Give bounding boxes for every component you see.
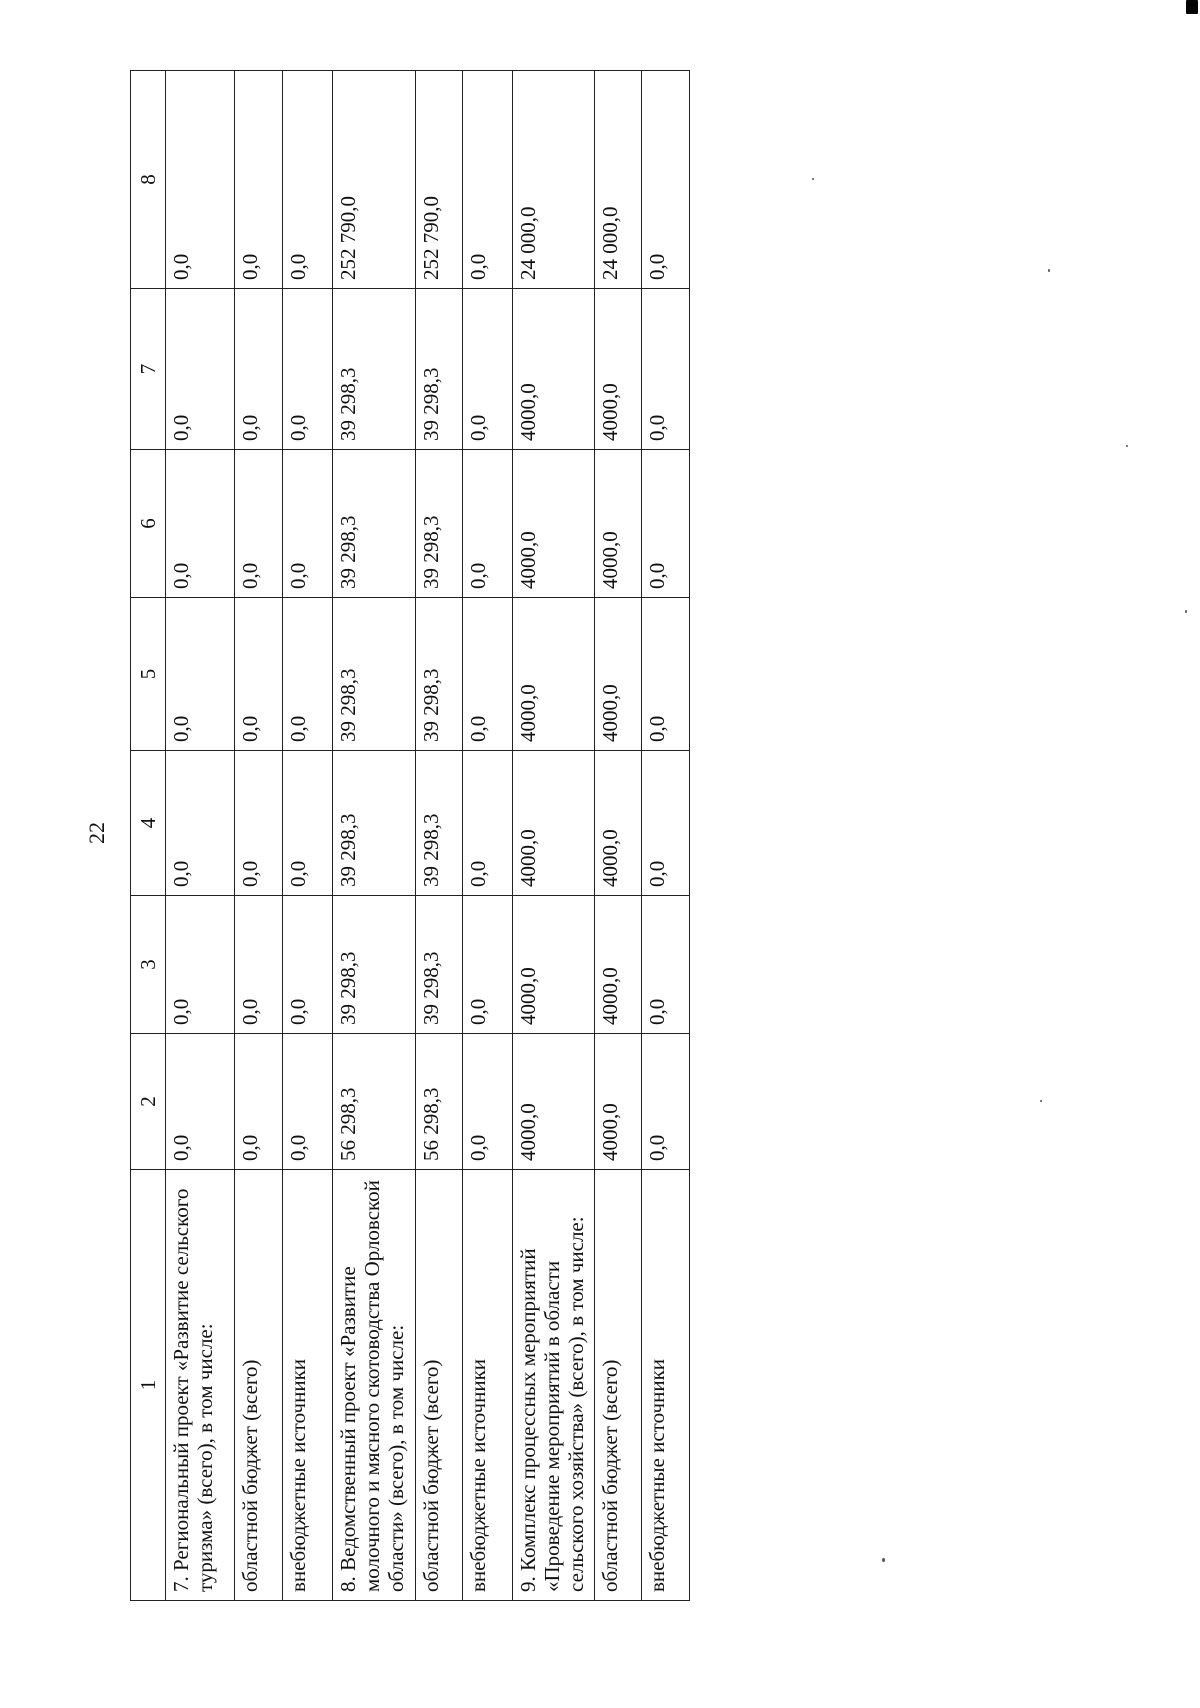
value-cell: 39 298,3 (416, 751, 463, 896)
value-cell: 0,0 (283, 71, 333, 289)
header-cell: 7 (131, 289, 166, 450)
value-cell: 0,0 (283, 598, 333, 751)
value-cell: 0,0 (642, 450, 690, 598)
row-label-cell: 7. Региональный проект «Развитие сельского туризма» (всего), в том числе: (166, 1170, 235, 1601)
header-cell: 5 (131, 598, 166, 751)
value-cell: 0,0 (463, 450, 513, 598)
row-label-cell: областной бюджет (всего) (235, 1170, 283, 1601)
value-cell: 4000,0 (595, 598, 642, 751)
value-cell: 0,0 (283, 751, 333, 896)
value-cell: 0,0 (642, 751, 690, 896)
value-cell: 56 298,3 (416, 1034, 463, 1170)
budget-table (130, 70, 690, 1601)
value-cell: 0,0 (283, 289, 333, 450)
table-row (416, 71, 463, 1601)
value-cell: 56 298,3 (333, 1034, 416, 1170)
value-cell: 0,0 (235, 71, 283, 289)
row-label-cell: областной бюджет (всего) (595, 1170, 642, 1601)
header-cell: 4 (131, 751, 166, 896)
value-cell: 0,0 (235, 751, 283, 896)
value-cell: 4000,0 (513, 450, 595, 598)
value-cell: 39 298,3 (333, 598, 416, 751)
value-cell: 39 298,3 (333, 450, 416, 598)
value-cell: 0,0 (463, 598, 513, 751)
scan-speck (1048, 269, 1050, 272)
value-cell: 4000,0 (595, 896, 642, 1034)
value-cell: 4000,0 (513, 1034, 595, 1170)
value-cell: 0,0 (463, 1034, 513, 1170)
row-label-cell: 9. Комплекс процессных мероприятий «Проведение мероприятий в области сельского хозяйства» (всего), в том числе: (513, 1170, 595, 1601)
scan-speck (1126, 445, 1128, 447)
header-cell: 6 (131, 450, 166, 598)
row-label-cell: 8. Ведомственный проект «Развитие молочного и мясного скотоводства Орловской области» (всего), в том числе: (333, 1170, 416, 1601)
value-cell: 0,0 (166, 289, 235, 450)
value-cell: 0,0 (283, 896, 333, 1034)
value-cell: 0,0 (235, 450, 283, 598)
header-cell: 2 (131, 1034, 166, 1170)
value-cell: 0,0 (642, 1034, 690, 1170)
table-row (235, 71, 283, 1601)
scan-speck (1040, 1100, 1042, 1102)
table-row (642, 71, 690, 1601)
table-row (595, 71, 642, 1601)
value-cell: 0,0 (283, 450, 333, 598)
value-cell: 0,0 (463, 71, 513, 289)
value-cell: 0,0 (166, 1034, 235, 1170)
value-cell: 39 298,3 (416, 598, 463, 751)
scan-speck (812, 178, 814, 180)
value-cell: 0,0 (166, 896, 235, 1034)
table-row (333, 71, 416, 1601)
value-cell: 39 298,3 (416, 896, 463, 1034)
value-cell: 0,0 (283, 1034, 333, 1170)
row-label-cell: внебюджетные источники (642, 1170, 690, 1601)
value-cell: 39 298,3 (416, 289, 463, 450)
header-cell: 1 (131, 1170, 166, 1601)
header-cell: 3 (131, 896, 166, 1034)
value-cell: 0,0 (642, 896, 690, 1034)
value-cell: 252 790,0 (416, 71, 463, 289)
value-cell: 252 790,0 (333, 71, 416, 289)
value-cell: 0,0 (463, 896, 513, 1034)
value-cell: 4000,0 (595, 450, 642, 598)
rotated-table-container (130, 71, 690, 1601)
page-number: 22 (84, 822, 109, 844)
value-cell: 0,0 (166, 598, 235, 751)
table-row (513, 71, 595, 1601)
value-cell: 4000,0 (513, 289, 595, 450)
table-row (166, 71, 235, 1601)
scan-speck (882, 1558, 885, 1562)
value-cell: 0,0 (463, 289, 513, 450)
table-row (283, 71, 333, 1601)
value-cell: 24 000,0 (595, 71, 642, 289)
row-label-cell: внебюджетные источники (463, 1170, 513, 1601)
scan-mark (1186, 0, 1198, 14)
table-row (463, 71, 513, 1601)
scan-speck (1185, 610, 1187, 613)
value-cell: 4000,0 (595, 289, 642, 450)
value-cell: 24 000,0 (513, 71, 595, 289)
value-cell: 0,0 (235, 598, 283, 751)
value-cell: 0,0 (166, 71, 235, 289)
value-cell: 0,0 (235, 1034, 283, 1170)
value-cell: 0,0 (166, 450, 235, 598)
value-cell: 0,0 (235, 896, 283, 1034)
value-cell: 39 298,3 (333, 896, 416, 1034)
value-cell: 0,0 (463, 751, 513, 896)
table-header-row (131, 71, 166, 1601)
value-cell: 39 298,3 (416, 450, 463, 598)
value-cell: 0,0 (235, 289, 283, 450)
value-cell: 4000,0 (513, 896, 595, 1034)
row-label-cell: внебюджетные источники (283, 1170, 333, 1601)
row-label-cell: областной бюджет (всего) (416, 1170, 463, 1601)
value-cell: 0,0 (642, 289, 690, 450)
value-cell: 0,0 (166, 751, 235, 896)
value-cell: 39 298,3 (333, 289, 416, 450)
value-cell: 0,0 (642, 598, 690, 751)
value-cell: 39 298,3 (333, 751, 416, 896)
value-cell: 4000,0 (595, 751, 642, 896)
value-cell: 4000,0 (595, 1034, 642, 1170)
value-cell: 0,0 (642, 71, 690, 289)
value-cell: 4000,0 (513, 598, 595, 751)
header-cell: 8 (131, 71, 166, 289)
value-cell: 4000,0 (513, 751, 595, 896)
